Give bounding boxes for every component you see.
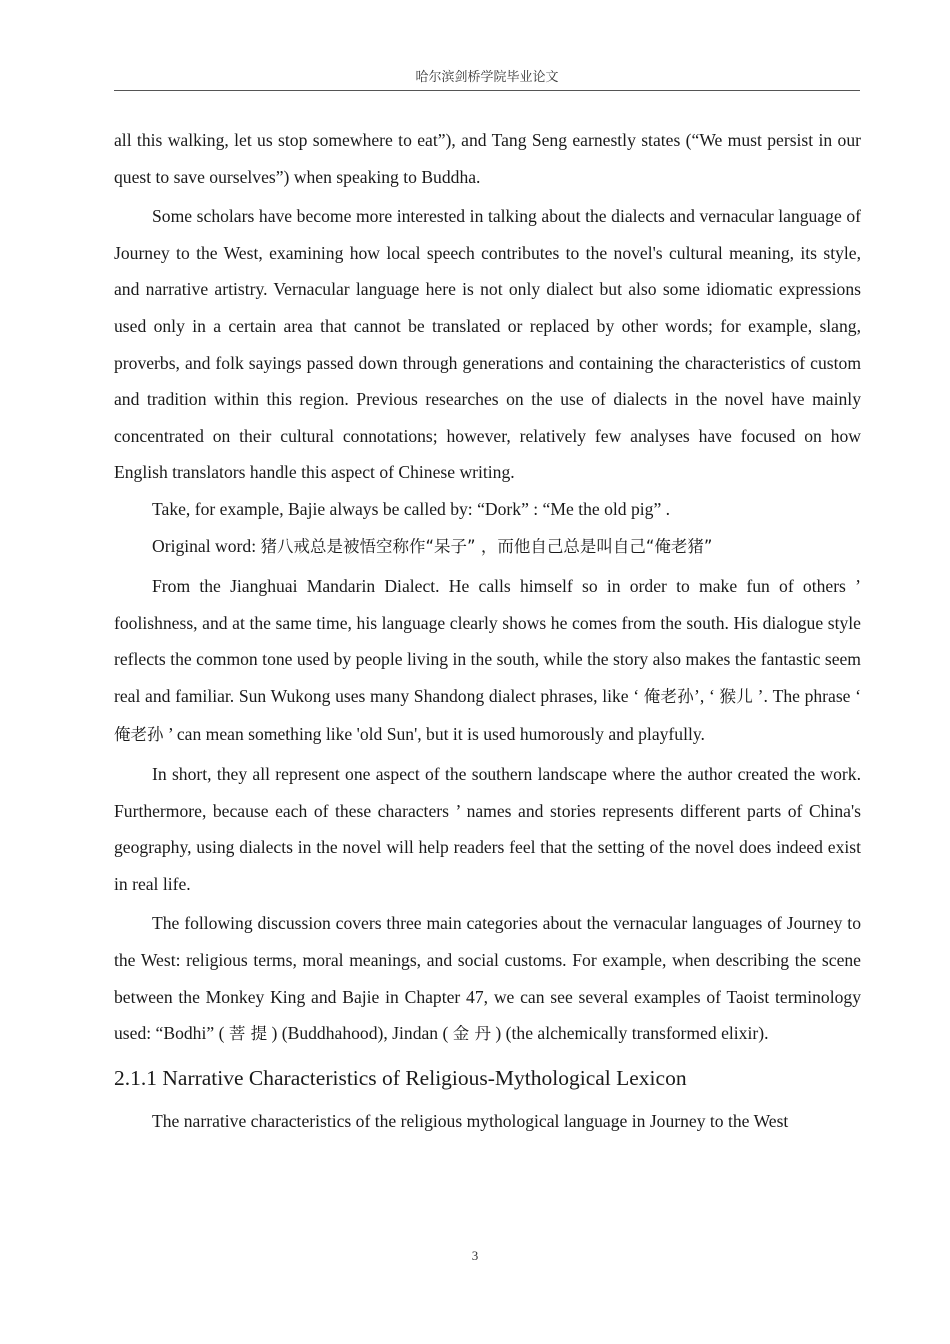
original-word-label: Original word: xyxy=(152,535,261,556)
paragraph-narrative-characteristics: The narrative characteristics of the religious mythological language in Journey to the West xyxy=(152,1110,789,1131)
p7-chinese-bodhi: 菩 提 xyxy=(228,1024,268,1044)
p5-text-a: From the Jianghuai Mandarin Dialect. He calls himself so in order to make fun of others ’ foolishness, and at the same time, his language clearly shows he comes from the south. His dialogue style reflects the common tone used by people living in the south, while the story also makes the fantastic seem real and familiar. Sun Wukong uses many Shandong dialect phrases, like ‘ xyxy=(114,576,861,706)
p7-chinese-jindan: 金 丹 xyxy=(452,1024,492,1044)
paragraph-jianghuai-dialect xyxy=(114,568,861,753)
p5-chinese-1: 俺老孙 xyxy=(643,686,695,706)
original-word-chinese: 猪八戒总是被悟空称作“呆子” ，而他自己总是叫自己“俺老猪” xyxy=(260,536,713,556)
paragraph-continuation: all this walking, let us stop somewhere to eat”), and Tang Seng earnestly states (“We must persist in our quest to save ourselves”) when speaking to Buddha. xyxy=(114,130,861,187)
paragraph-original-word xyxy=(114,528,861,566)
paragraph-bajie-example: Take, for example, Bajie always be called by: “Dork” : “Me the old pig” . xyxy=(152,498,671,519)
p7-text-c: ) (the alchemically transformed elixir). xyxy=(491,1023,769,1044)
page-header: 哈尔滨剑桥学院毕业论文 xyxy=(114,66,860,91)
p5-text-b: ’, ‘ xyxy=(694,685,720,706)
paragraph-following-discussion xyxy=(114,905,861,1052)
paragraph-dialect-research: Some scholars have become more interested in talking about the dialects and vernacular language of Journey to the West, examining how local speech contributes to the novel's cultural meaning, its style, and narrative artistry. Vernacular language here is not only dialect but also some idiomatic expressions used only in a certain area that cannot be translated or replaced by other words; for example, slang, proverbs, and folk sayings passed down through generations and containing the characteristics of custom and tradition within this region. Previous researches on the use of dialects in the novel have mainly concentrated on their cultural connotations; however, relatively few analyses have focused on how English translators handle this aspect of Chinese writing. xyxy=(114,206,861,483)
p5-text-d: ’ can mean something like 'old Sun', but it is used humorously and playfully. xyxy=(163,723,705,744)
p7-text-b: ) (Buddhahood), Jindan ( xyxy=(267,1023,453,1044)
page-body xyxy=(114,122,861,1139)
p7-text-a: The following discussion covers three main categories about the vernacular languages of Journey to the West: religious terms, moral meanings, and social customs. For example, when describing the scene between the Monkey King and Bajie in Chapter 47, we can see several examples of Taoist terminology used: “Bodhi” ( xyxy=(114,913,861,1044)
page-number: 3 xyxy=(471,1248,479,1263)
p5-chinese-3: 俺老孙 xyxy=(114,724,164,744)
section-heading: 2.1.1 Narrative Characteristics of Religious-Mythological Lexicon xyxy=(114,1065,687,1090)
paragraph-in-short: In short, they all represent one aspect of the southern landscape where the author created the work. Furthermore, because each of these characters ’ names and stories represents different parts of China's geography, using dialects in the novel will help readers feel that the setting of the novel does indeed exist in real life. xyxy=(114,764,861,894)
p5-chinese-2: 猴儿 xyxy=(719,686,753,706)
p5-text-c: ’. The phrase ‘ xyxy=(753,685,862,706)
